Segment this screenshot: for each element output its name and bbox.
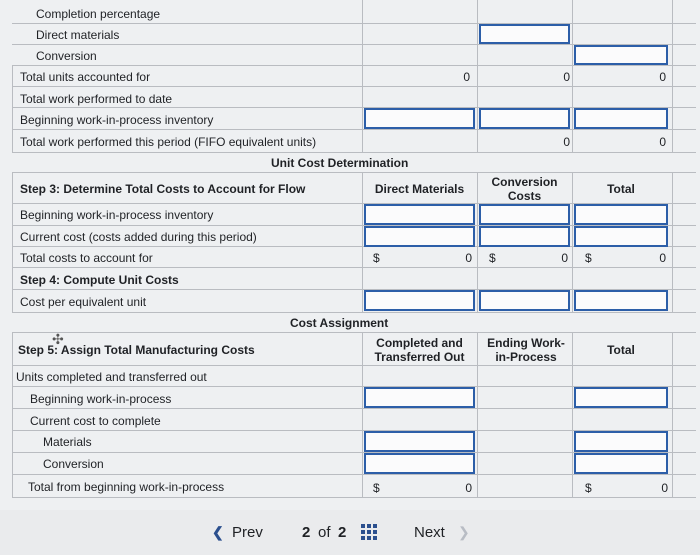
cost-per-unit-conv-input[interactable] <box>479 290 570 311</box>
unit-cost-title: Unit Cost Determination <box>271 156 409 170</box>
beginning-wip-conv-input[interactable] <box>479 108 570 129</box>
total-units-label: Total units accounted for <box>20 70 151 84</box>
col-total: Total <box>607 182 635 196</box>
total-units-value-2: 0 <box>563 70 570 84</box>
beginning-wip-total-input[interactable] <box>574 108 668 129</box>
beginning-wip-dm-input[interactable] <box>364 108 475 129</box>
conversion-input[interactable] <box>574 45 668 65</box>
cost-per-unit-label: Cost per equivalent unit <box>20 295 147 309</box>
col-direct-materials: Direct Materials <box>374 182 465 196</box>
page-total: 2 <box>338 524 347 541</box>
uc-current-cost-total-input[interactable] <box>574 226 668 247</box>
total-units-value-3: 0 <box>659 70 666 84</box>
ca-total-completed-dollar: $ <box>373 481 380 495</box>
prev-button[interactable]: Prev <box>232 524 263 541</box>
uc-total-dm-value: 0 <box>465 251 472 265</box>
col-completed-transferred: Completed and Transferred Out <box>374 336 465 364</box>
col-ending-wip: Ending Work-in-Process <box>487 336 565 364</box>
uc-beginning-wip-label: Beginning work-in-process inventory <box>20 208 214 222</box>
total-work-label: Total work performed to date <box>20 92 173 106</box>
total-work-period-label: Total work performed this period (FIFO equivalent units) <box>20 135 317 149</box>
beginning-wip-label: Beginning work-in-process inventory <box>20 113 214 127</box>
conversion-label: Conversion <box>36 49 97 63</box>
col-conversion-costs: Conversion Costs <box>491 175 558 203</box>
page-grid-icon[interactable] <box>361 524 377 540</box>
uc-total-conv-dollar: $ <box>489 251 496 265</box>
uc-total-total-value: 0 <box>659 251 666 265</box>
ca-conversion-completed-input[interactable] <box>364 453 475 474</box>
next-button[interactable]: Next <box>414 524 445 541</box>
cost-assignment-title: Cost Assignment <box>290 316 389 330</box>
ca-total-total-dollar: $ <box>585 481 592 495</box>
uc-total-dm-dollar: $ <box>373 251 380 265</box>
col-ca-total: Total <box>607 343 635 357</box>
cost-per-unit-dm-input[interactable] <box>364 290 475 311</box>
ca-conversion-total-input[interactable] <box>574 453 668 474</box>
pagination-bar <box>0 510 700 555</box>
uc-current-cost-conv-input[interactable] <box>479 226 570 247</box>
ca-conversion-label: Conversion <box>43 457 104 471</box>
uc-current-cost-label: Current cost (costs added during this period) <box>20 230 257 244</box>
ca-total-total-value: 0 <box>661 481 668 495</box>
ca-beginning-wip-completed-input[interactable] <box>364 387 475 408</box>
ca-total-completed-value: 0 <box>465 481 472 495</box>
uc-total-conv-value: 0 <box>561 251 568 265</box>
direct-materials-input[interactable] <box>479 24 570 44</box>
ca-total-beginning-label: Total from beginning work-in-process <box>28 480 225 494</box>
move-cursor-icon: ✣ <box>52 331 64 347</box>
uc-total-costs-label: Total costs to account for <box>20 251 153 265</box>
cost-per-unit-total-input[interactable] <box>574 290 668 311</box>
total-units-value-1: 0 <box>463 70 470 84</box>
ca-beginning-wip-total-input[interactable] <box>574 387 668 408</box>
uc-beginning-wip-total-input[interactable] <box>574 204 668 225</box>
uc-total-total-dollar: $ <box>585 251 592 265</box>
uc-beginning-wip-conv-input[interactable] <box>479 204 570 225</box>
direct-materials-label: Direct materials <box>36 28 120 42</box>
page-current: 2 <box>302 524 311 541</box>
step5-label: Step 5: Assign Total Manufacturing Costs <box>18 343 255 357</box>
total-work-period-value-3: 0 <box>659 135 666 149</box>
total-work-period-value-2: 0 <box>563 135 570 149</box>
completion-percentage-label: Completion percentage <box>36 7 161 21</box>
chevron-left-icon[interactable]: ❮ <box>212 524 224 540</box>
chevron-right-icon[interactable]: ❯ <box>458 524 470 540</box>
ca-beginning-wip-label: Beginning work-in-process <box>30 392 172 406</box>
ca-current-cost-label: Current cost to complete <box>30 414 161 428</box>
ca-materials-label: Materials <box>43 435 92 449</box>
ca-materials-total-input[interactable] <box>574 431 668 452</box>
units-completed-label: Units completed and transferred out <box>16 370 207 384</box>
uc-beginning-wip-dm-input[interactable] <box>364 204 475 225</box>
step4-label: Step 4: Compute Unit Costs <box>20 273 179 287</box>
page-of: of <box>318 524 331 541</box>
step3-label: Step 3: Determine Total Costs to Account for Flow <box>20 182 306 196</box>
uc-current-cost-dm-input[interactable] <box>364 226 475 247</box>
ca-materials-completed-input[interactable] <box>364 431 475 452</box>
